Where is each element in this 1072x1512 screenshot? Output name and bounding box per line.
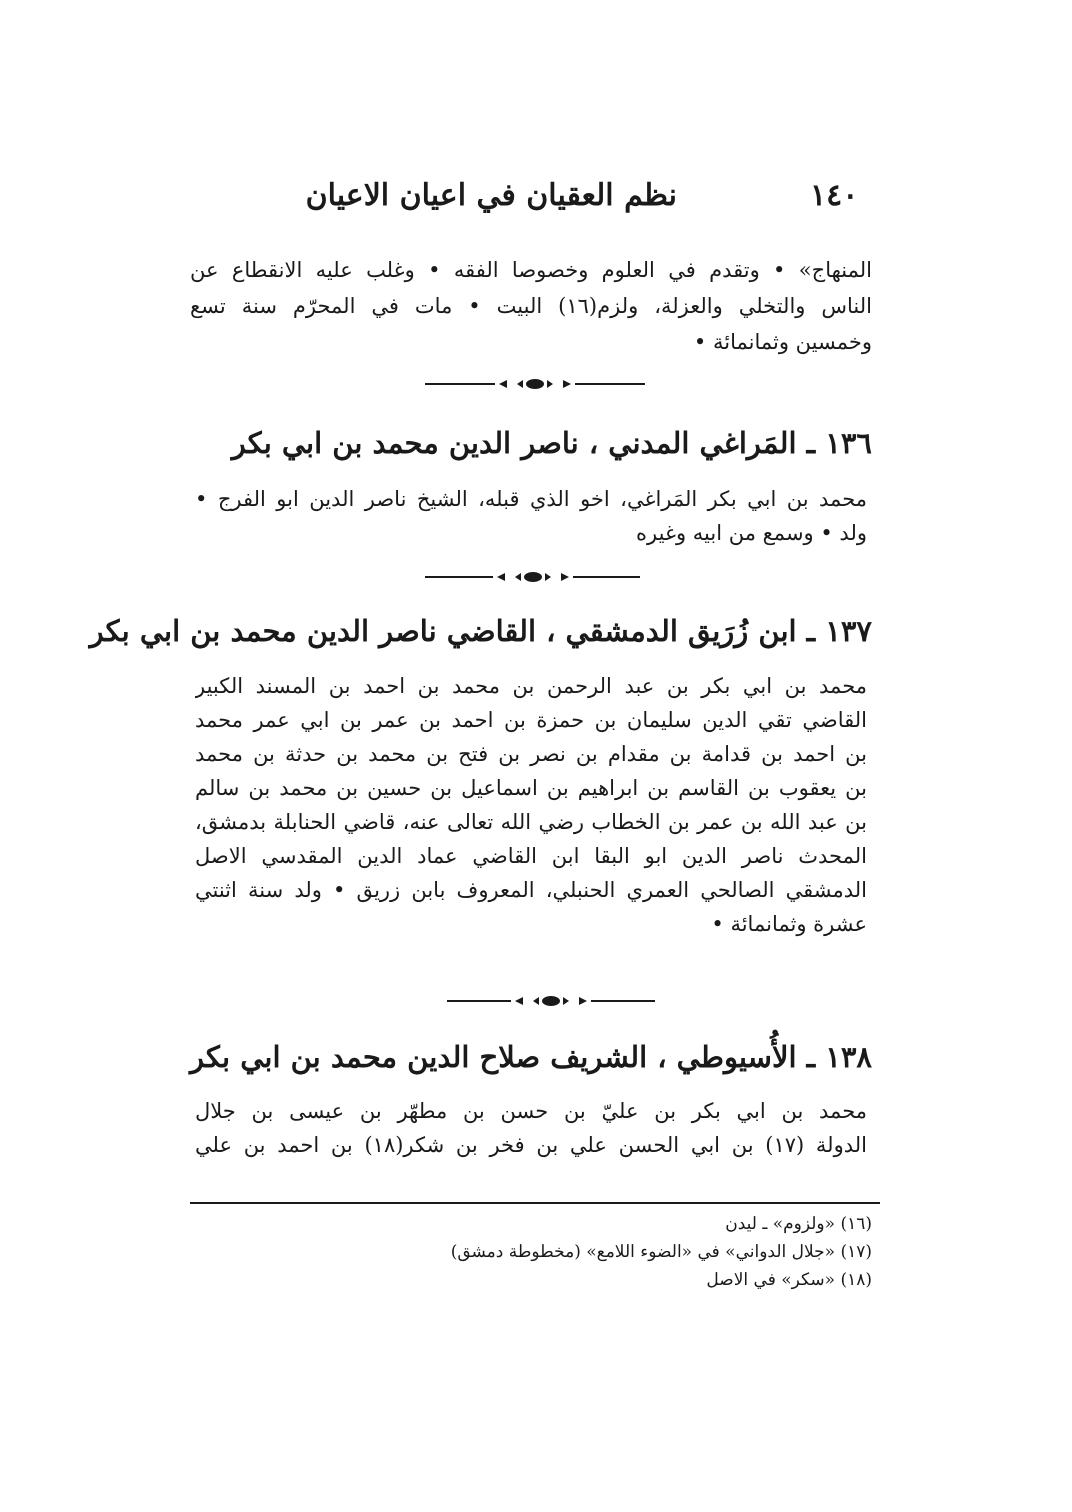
intro-paragraph [190,252,872,360]
text-line: محمد بن ابي بكر بن عليّ بن حسن بن مطهّر بن عيسى بن جلال [195,1099,867,1123]
text-line: المنهاج» • وتقدم في العلوم وخصوصا الفقه • وغلب عليه الانقطاع عن [190,258,872,282]
text-line: الدولة (١٧) بن ابي الحسن علي بن فخر بن شكر(١٨) بن احمد بن علي [195,1133,867,1157]
footnote: (١٨) «سكر» في الاصل [706,1270,872,1290]
text-line: الدمشقي الصالحي العمري الحنبلي، المعروف بابن زريق • ولد سنة اثنتي [195,878,867,902]
entry-body [195,482,867,550]
entry-body [195,669,867,941]
page-header [190,178,877,230]
footnote: (١٦) «ولزوم» ـ ليدن [725,1214,872,1234]
entry-body [195,1094,867,1162]
ornamental-divider [447,993,655,1009]
text-line: الناس والتخلي والعزلة، ولزم(١٦) البيت • مات في المحرّم سنة تسع [190,294,872,318]
ornamental-divider [425,569,640,585]
ornament-icon [493,569,573,585]
entry-title: ١٣٦ ـ المَراغي المدني ، ناصر الدين محمد بن ابي بكر [231,426,872,460]
page-number: ١٤٠ [810,178,859,213]
entry-title: ١٣٨ ـ الأُسيوطي ، الشريف صلاح الدين محمد بن ابي بكر [190,1040,872,1074]
ornamental-divider [425,376,645,392]
footnote: (١٧) «جلال الدواني» في «الضوء اللامع» (مخطوطة دمشق) [450,1242,872,1262]
text-line: محمد بن ابي بكر المَراغي، اخو الذي قبله، الشيخ ناصر الدين ابو الفرج • [195,487,867,511]
footnotes [312,1210,872,1294]
ornament-icon [495,376,575,392]
text-line: عشرة وثمانمائة • [711,912,867,936]
text-line: بن يعقوب بن القاسم بن ابراهيم بن اسماعيل بن حسين بن محمد بن سالم [195,776,867,800]
running-title: نظم العقيان في اعيان الاعيان [305,178,677,213]
footnote-rule [190,1202,880,1204]
text-line: القاضي تقي الدين سليمان بن حمزة بن احمد بن عمر بن ابي عمر محمد [195,708,867,732]
text-line: محمد بن ابي بكر بن عبد الرحمن بن محمد بن احمد بن المسند الكبير [195,674,867,698]
text-line: بن احمد بن قدامة بن مقدام بن نصر بن فتح بن محمد بن حدثة بن محمد [195,742,867,766]
entry-title: ١٣٧ ـ ابن زُرَيق الدمشقي ، القاضي ناصر الدين محمد بن ابي بكر [89,614,872,648]
text-line: بن عبد الله بن عمر بن الخطاب رضي الله تعالى عنه، قاضي الحنابلة بدمشق، [195,810,867,834]
text-line: ولد • وسمع من ابيه وغيره [636,521,867,545]
text-line: وخمسين وثمانمائة • [693,330,872,354]
ornament-icon [511,993,591,1009]
text-line: المحدث ناصر الدين ابو البقا ابن القاضي عماد الدين المقدسي الاصل [195,844,867,868]
